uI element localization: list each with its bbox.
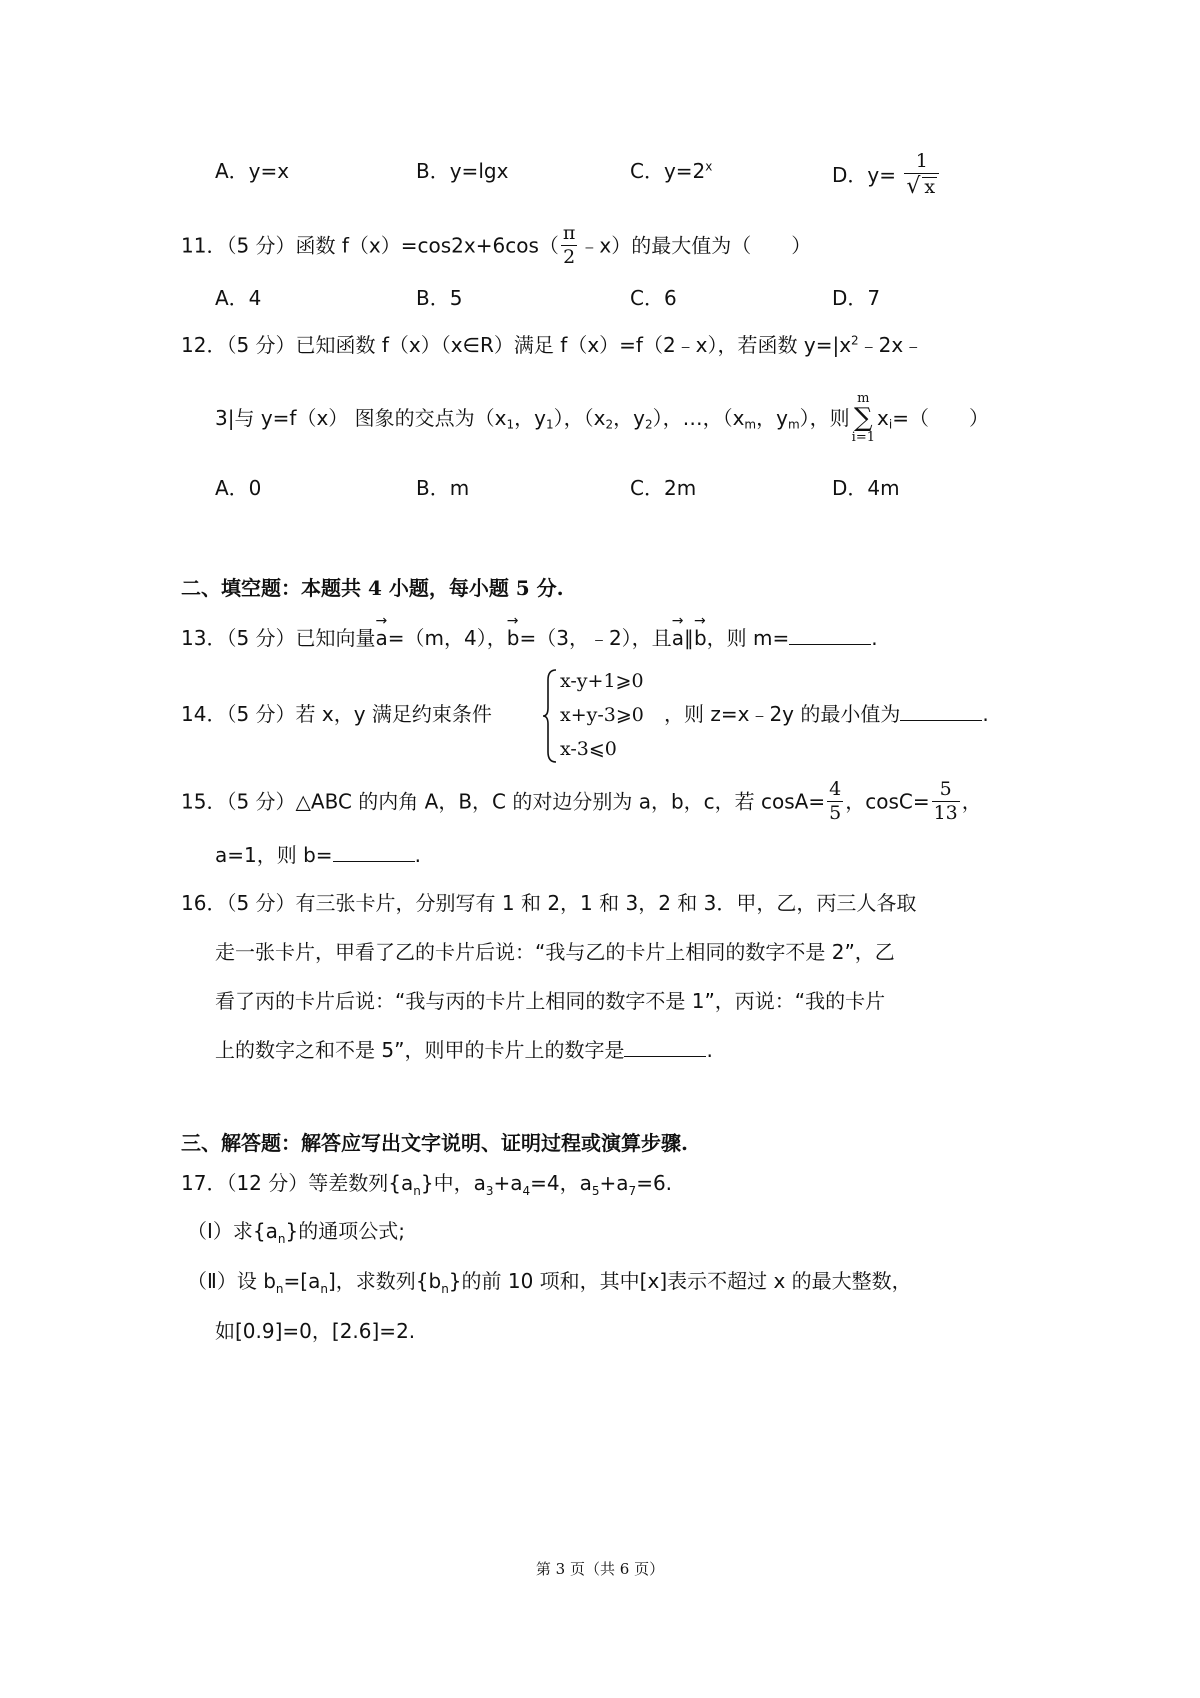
constraint-1: x-y+1⩾0 [560,670,644,692]
q14-constraint-system [542,668,682,764]
q16-line4: 上的数字之和不是 5”，则甲的卡片上的数字是 . [215,1038,713,1062]
q14-answer-blank [900,706,982,721]
q10-choice-d: D．y= $\frac{1}{√ x}$ [832,152,941,198]
page-footer: 第 3 页（共 6 页） [535,1560,665,1578]
q15-line2: a=1，则 b= . [215,843,421,867]
q15-line1: 15．（5 分）△ABC 的内角 A，B，C 的对边分别为 a，b，c，若 cosA= $\frac{4}{5}$ ，cosC= $\frac{5}{13}$ ， [181,778,982,824]
q11-choice-c: C．6 [630,286,677,310]
vector-b-2: → b [693,613,707,650]
vector-a-2: → a [671,613,684,650]
q11-stem: 11．（5 分）函数 f（x）=cos2x+6cos（ $\frac{\pi}{2}$ ﹣x）的最大值为（ ） [181,222,812,268]
constraint-3: x-3⩽0 [560,738,617,760]
q14-stem-b: ，则 z=x﹣2y 的最小值为 . [664,702,989,726]
vector-a: → a [375,613,388,650]
q10-choice-a: A．y=x [215,159,290,183]
q14-stem-a: 14．（5 分）若 x，y 满足约束条件 [181,702,492,726]
q12-line2: 3|与 y=f（x） 图象的交点为（$x_1$，$y_1$），（$x_2$，$y_2$），…，（$x_m$，$y_m$），则 m ∑ i=1 $x_i=$（ ） [215,391,989,445]
q12-line1: 12．（5 分）已知函数 f（x）（x∈R）满足 f（x）=f（2﹣x），若函数 $y=|x^2﹣2x﹣$ [181,333,924,357]
q13-answer-blank [789,630,871,645]
q10-choices [0,150,1200,199]
vector-b: → b [506,613,520,650]
q12-choice-a: A．0 [215,476,262,500]
q11-choices [0,287,1200,317]
q12-choice-d: D．4m [832,476,900,500]
q15-answer-blank [333,847,415,862]
q10-d-fraction: $\frac{1}{√ x}$ [904,152,939,198]
q16-answer-blank [624,1042,706,1057]
q11-pi-fraction: $\frac{\pi}{2}$ [562,222,576,268]
q17-part2: （Ⅱ）设 $b_n=[a_n]$，求数列$\{b_n\}$的前 10 项和，其中[x]表示不超过 x 的最大整数， [187,1269,912,1296]
q15-frac-cosA: $\frac{4}{5}$ [829,778,842,824]
q17-part2-example: 如[0.9]=0，[2.6]=2. [215,1319,416,1343]
q10-choice-c: C．$y=2^x$ [630,159,713,183]
q16-line2: 走一张卡片，甲看了乙的卡片后说：“我与乙的卡片上相同的数字不是 2”，乙 [215,940,895,964]
brace-icon [542,668,558,764]
q13-stem: 13．（5 分）已知向量 → a=（m，4）， → b=（3，﹣2），且 → a∥ → b，则 m= . [181,613,878,650]
q12-choice-c: C．2m [630,476,697,500]
q12-choice-b: B．m [416,476,470,500]
q17-part1: （Ⅰ）求$\{a_n\}$的通项公式; [187,1219,405,1246]
section-3-heading: 三、解答题：解答应写出文字说明、证明过程或演算步骤. [181,1131,688,1155]
constraint-2: x+y-3⩾0 [560,704,644,726]
section-2-heading: 二、填空题：本题共 4 小题，每小题 5 分. [181,576,564,600]
q15-frac-cosC: $\frac{5}{13}$ [933,778,958,824]
q10-choice-b: B．y=lgx [416,159,509,183]
q11-choice-b: B．5 [416,286,463,310]
q17-stem: 17．（12 分）等差数列$\{a_n\}$中，$a_3+a_4=4$，$a_5+a_7=6$. [181,1171,673,1198]
q16-line1: 16．（5 分）有三张卡片，分别写有 1 和 2，1 和 3，2 和 3．甲，乙，丙三人各取 [181,891,917,915]
q11-choice-d: D．7 [832,286,881,310]
q12-choices [0,477,1200,507]
q12-summation: m ∑ i=1 [851,391,875,445]
q11-choice-a: A．4 [215,286,262,310]
q16-line3: 看了丙的卡片后说：“我与丙的卡片上相同的数字不是 1”，丙说：“我的卡片 [215,989,886,1013]
